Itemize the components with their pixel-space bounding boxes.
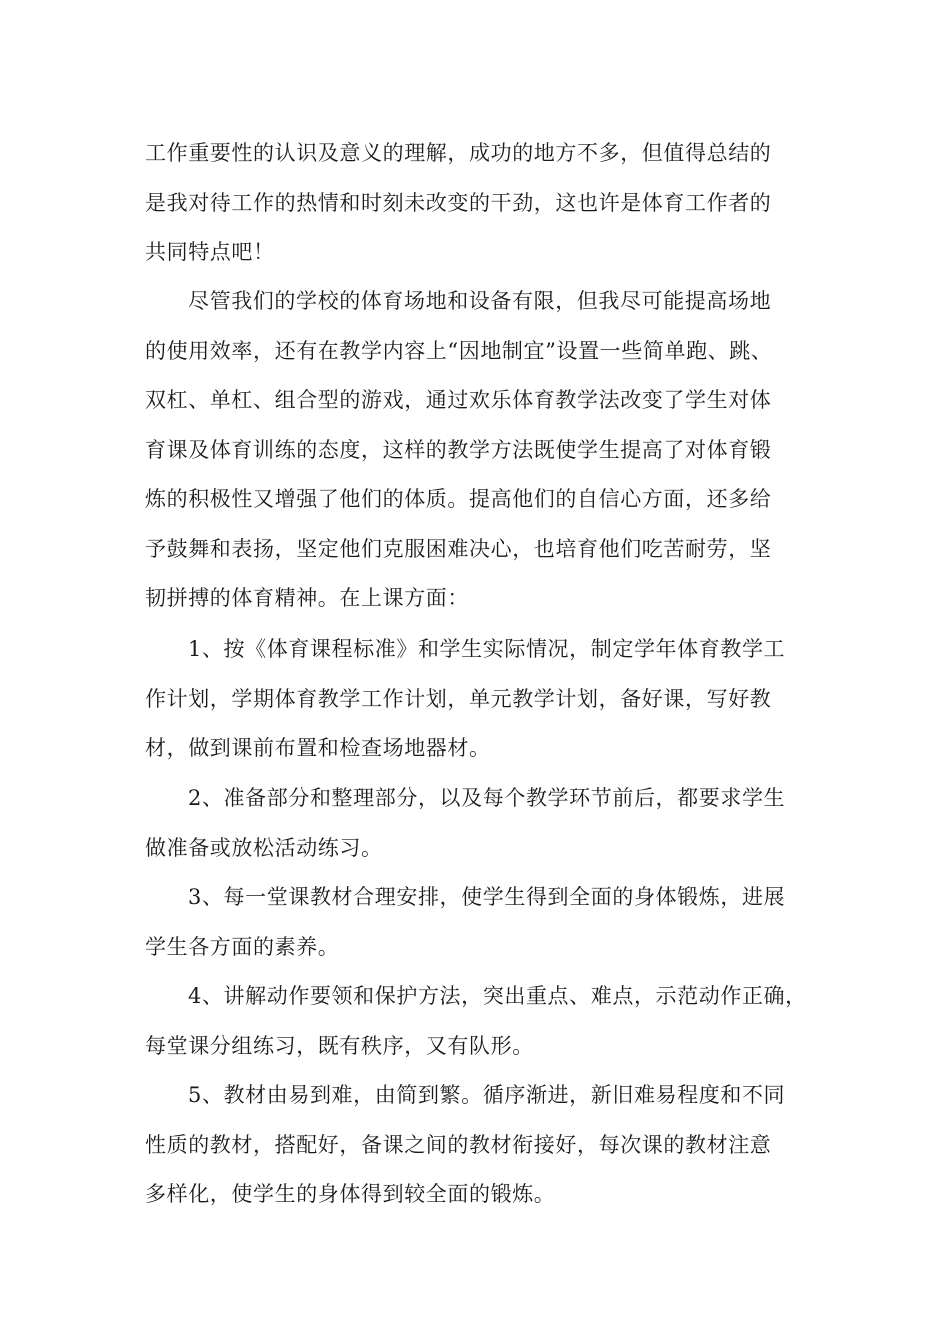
text-line: 做准备或放松活动练习。 (145, 835, 383, 860)
text-line: 是我对待工作的热情和时刻未改变的干劲，这也许是体育工作者的 (145, 190, 772, 215)
text-line: 工作重要性的认识及意义的理解，成功的地方不多，但值得总结的 (145, 141, 772, 165)
text-line: 3、每一堂课教材合理安排，使学生得到全面的身体锻炼，进展 (188, 885, 786, 909)
paragraph-4 (145, 774, 810, 873)
text-line: 尽管我们的学校的体育场地和设备有限，但我尽可能提高场地 (188, 289, 772, 313)
paragraph-7 (145, 1071, 810, 1220)
text-line: 韧拼搏的体育精神。在上课方面： (145, 586, 469, 610)
text-line: 作计划，学期体育教学工作计划，单元教学计划，备好课，写好教 (145, 686, 772, 711)
paragraph-3 (145, 625, 810, 774)
paragraph-6 (145, 972, 810, 1071)
text-line: 多样化，使学生的身体得到较全面的锻炼。 (145, 1182, 556, 1206)
text-line: 共同特点吧！ (145, 240, 275, 264)
text-line: 材，做到课前布置和检查场地器材。 (145, 736, 491, 760)
paragraph-2 (145, 277, 810, 624)
paragraph-1 (145, 129, 810, 278)
text-line: 每堂课分组练习，既有秩序，又有队形。 (145, 1033, 534, 1058)
text-line: 予鼓舞和表扬，坚定他们克服困难决心，也培育他们吃苦耐劳，坚 (145, 536, 772, 561)
text-line: 5、教材由易到难，由简到繁。循序渐进，新旧难易程度和不同 (188, 1083, 786, 1107)
text-line: 育课及体育训练的态度，这样的教学方法既使学生提高了对体育锻 (145, 437, 772, 462)
text-line: 双杠、单杠、组合型的游戏，通过欢乐体育教学法改变了学生对体 (145, 388, 772, 412)
text-line: 的使用效率，还有在教学内容上“因地制宜”设置一些简单跑、跳、 (145, 338, 773, 363)
text-line: 4、讲解动作要领和保护方法，突出重点、难点，示范动作正确， (188, 984, 807, 1008)
text-line: 2、准备部分和整理部分，以及每个教学环节前后，都要求学生 (188, 786, 786, 810)
text-line: 炼的积极性又增强了他们的体质。提高他们的自信心方面，还多给 (145, 487, 772, 511)
text-line: 性质的教材，搭配好，备课之间的教材衔接好，每次课的教材注意 (145, 1132, 772, 1157)
paragraph-5 (145, 873, 810, 972)
text-line: 学生各方面的素养。 (145, 934, 340, 959)
text-line: 1、按《体育课程标准》和学生实际情况，制定学年体育教学工 (188, 637, 786, 661)
